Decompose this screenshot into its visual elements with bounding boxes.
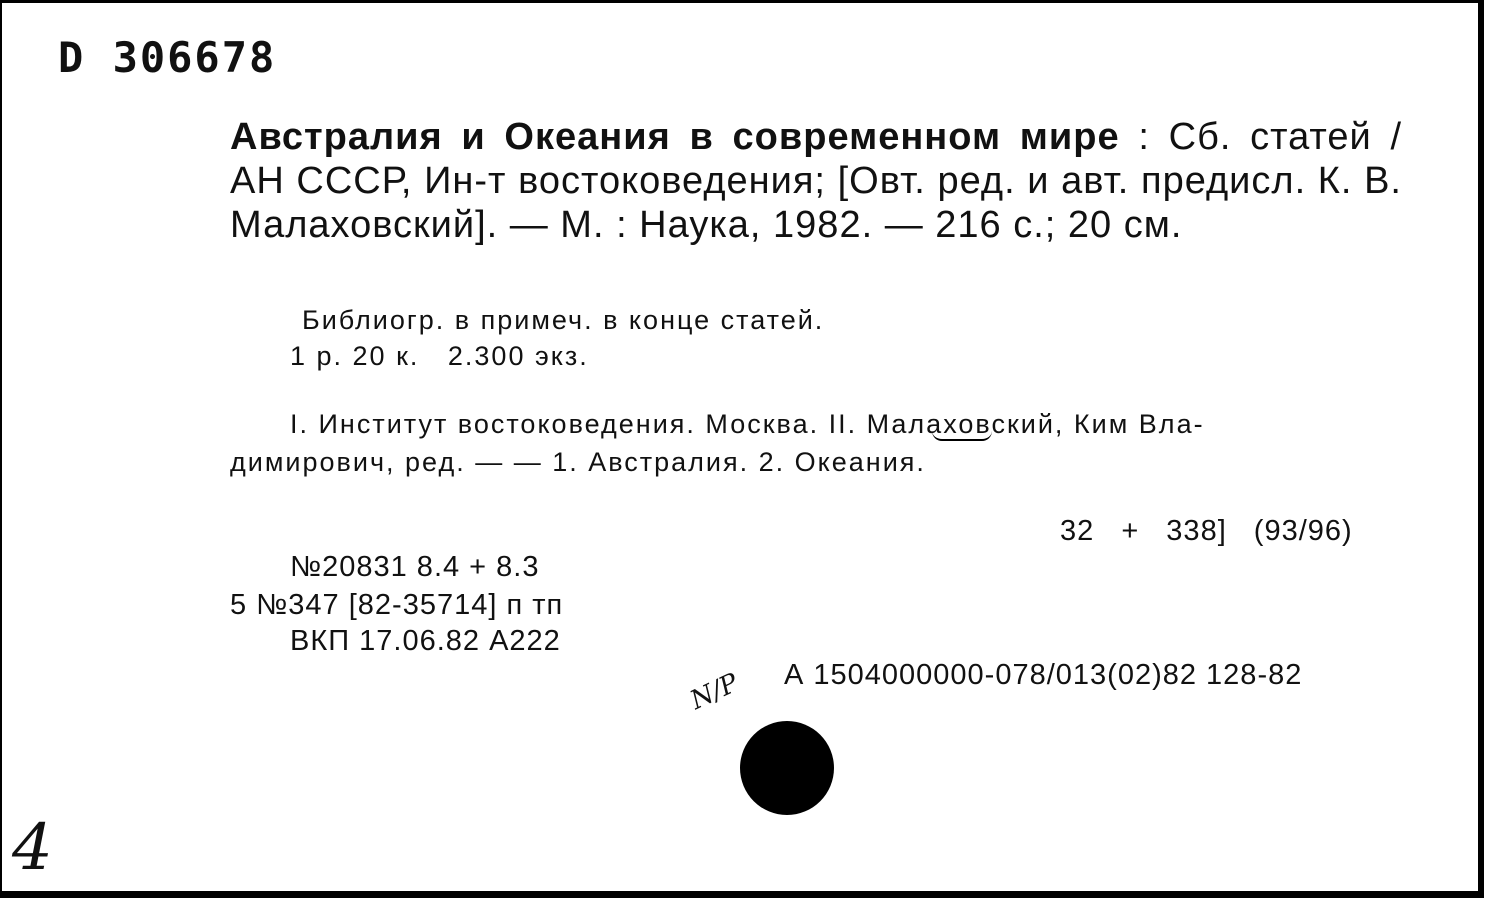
handwritten-number: 4 [12, 811, 53, 885]
reference-line-1: №20831 8.4 + 8.3 [290, 551, 540, 583]
punch-hole [740, 721, 834, 815]
tracing-line-2: димирович, ред. — — 1. Австралия. 2. Океания. [230, 447, 926, 477]
reference-line-3: ВКП 17.06.82 А222 [290, 625, 561, 657]
tracing-line-1: I. Институт востоковедения. Москва. II. Малаховский, Ким Вла- [290, 409, 1205, 439]
call-number: D 306678 [58, 33, 277, 82]
title-statement [230, 115, 1402, 247]
price-line: 1 р. 20 к. 2.300 экз. [290, 341, 589, 371]
title-responsibility: : Сб. статей / АН СССР, Ин-т востоковедения; [Овт. ред. и авт. предисл. К. В. Малаховский]. — М. : Наука, 1982. — 216 с.; 20 см. [230, 116, 1403, 246]
classification-index: 32 + 338] (93/96) [1060, 515, 1353, 547]
title-main: Австралия и Океания в современном мире [230, 116, 1120, 158]
reference-line-2: 5 №347 [82-35714] п тп [230, 589, 564, 621]
bibliography-note: Библиогр. в примеч. в конце статей. [302, 305, 825, 335]
handwritten-underline-mark [932, 431, 992, 441]
handwritten-initials: N/Р [685, 668, 744, 716]
publisher-code: А 1504000000-078/013(02)82 128-82 [784, 659, 1303, 691]
